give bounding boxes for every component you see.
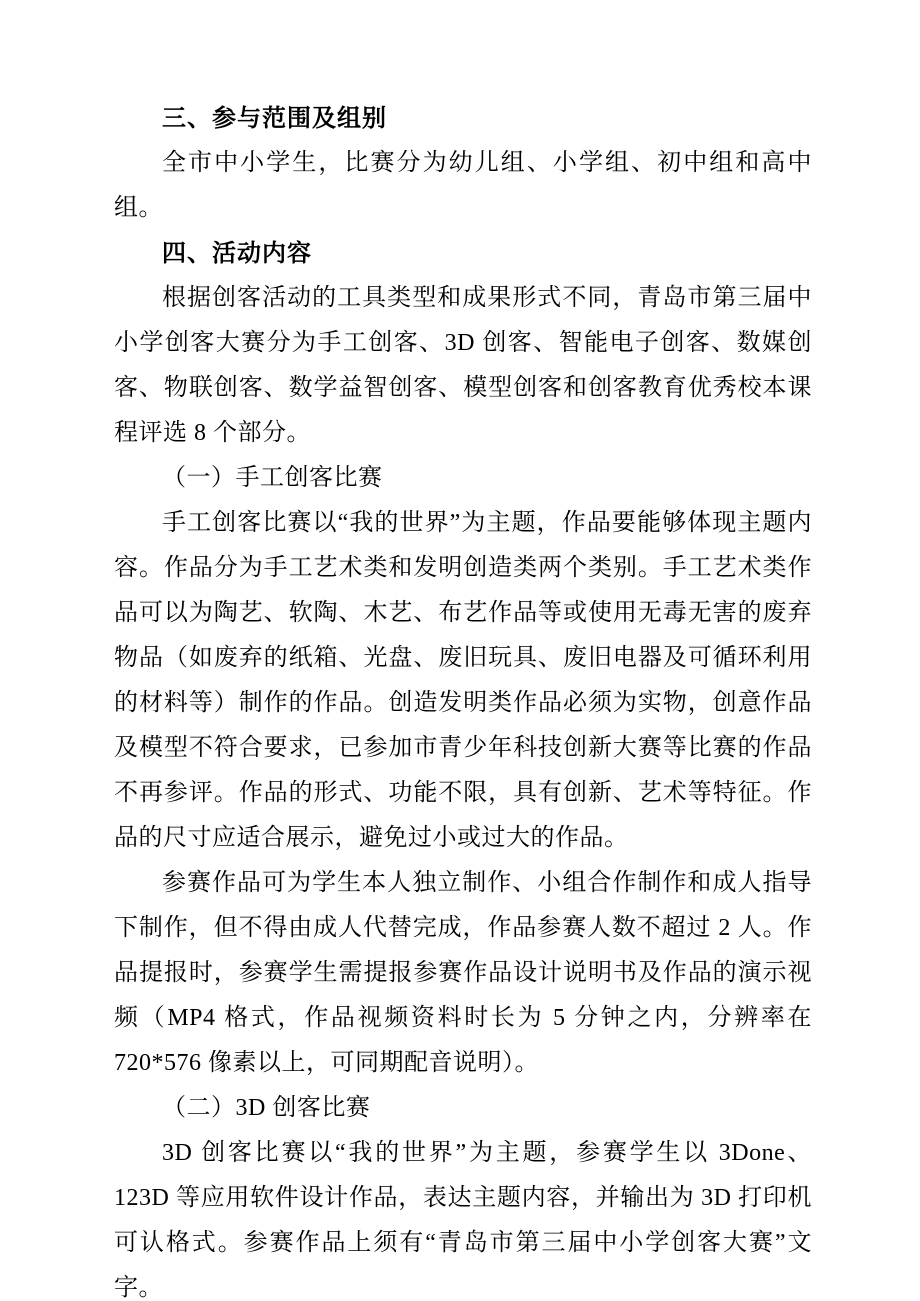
- section-heading: 四、活动内容: [162, 240, 312, 267]
- paragraph: 参赛作品可为学生本人独立制作、小组合作制作和成人指导下制作，但不得由成人代替完成，作品参赛人数不超过 2 人。作品提报时，参赛学生需提报参赛作品设计说明书及作品的演示视频（MP4 格式，作品视频资料时长为 5 分钟之内，分辨率在 720*576 像素以上，可同期配音说明）。: [114, 870, 812, 1076]
- paragraph: 手工创客比赛以“我的世界”为主题，作品要能够体现主题内容。作品分为手工艺术类和发明创造类两个类别。手工艺术类作品可以为陶艺、软陶、木艺、布艺作品等或使用无毒无害的废弃物品（如废弃的纸箱、光盘、废旧玩具、废旧电器及可循环利用的材料等）制作的作品。创造发明类作品必须为实物，创意作品及模型不符合要求，已参加市青少年科技创新大赛等比赛的作品不再参评。作品的形式、功能不限，具有创新、艺术等特征。作品的尺寸应适合展示，避免过小或过大的作品。: [114, 510, 812, 851]
- document-content: [114, 96, 812, 1301]
- paragraph: 全市中小学生，比赛分为幼儿组、小学组、初中组和高中组。: [114, 150, 812, 221]
- paragraph: （二）3D 创客比赛: [162, 1095, 371, 1121]
- paragraph: 3D 创客比赛以“我的世界”为主题，参赛学生以 3Done、123D 等应用软件设计作品，表达主题内容，并输出为 3D 打印机可认格式。参赛作品上须有“青岛市第三届中小学创客大赛”文字。: [114, 1140, 812, 1301]
- section-heading: 三、参与范围及组别: [162, 105, 387, 132]
- paragraph: （一）手工创客比赛: [162, 465, 383, 491]
- paragraph: 根据创客活动的工具类型和成果形式不同，青岛市第三届中小学创客大赛分为手工创客、3D 创客、智能电子创客、数媒创客、物联创客、数学益智创客、模型创客和创客教育优秀校本课程评选 8 个部分。: [114, 285, 812, 446]
